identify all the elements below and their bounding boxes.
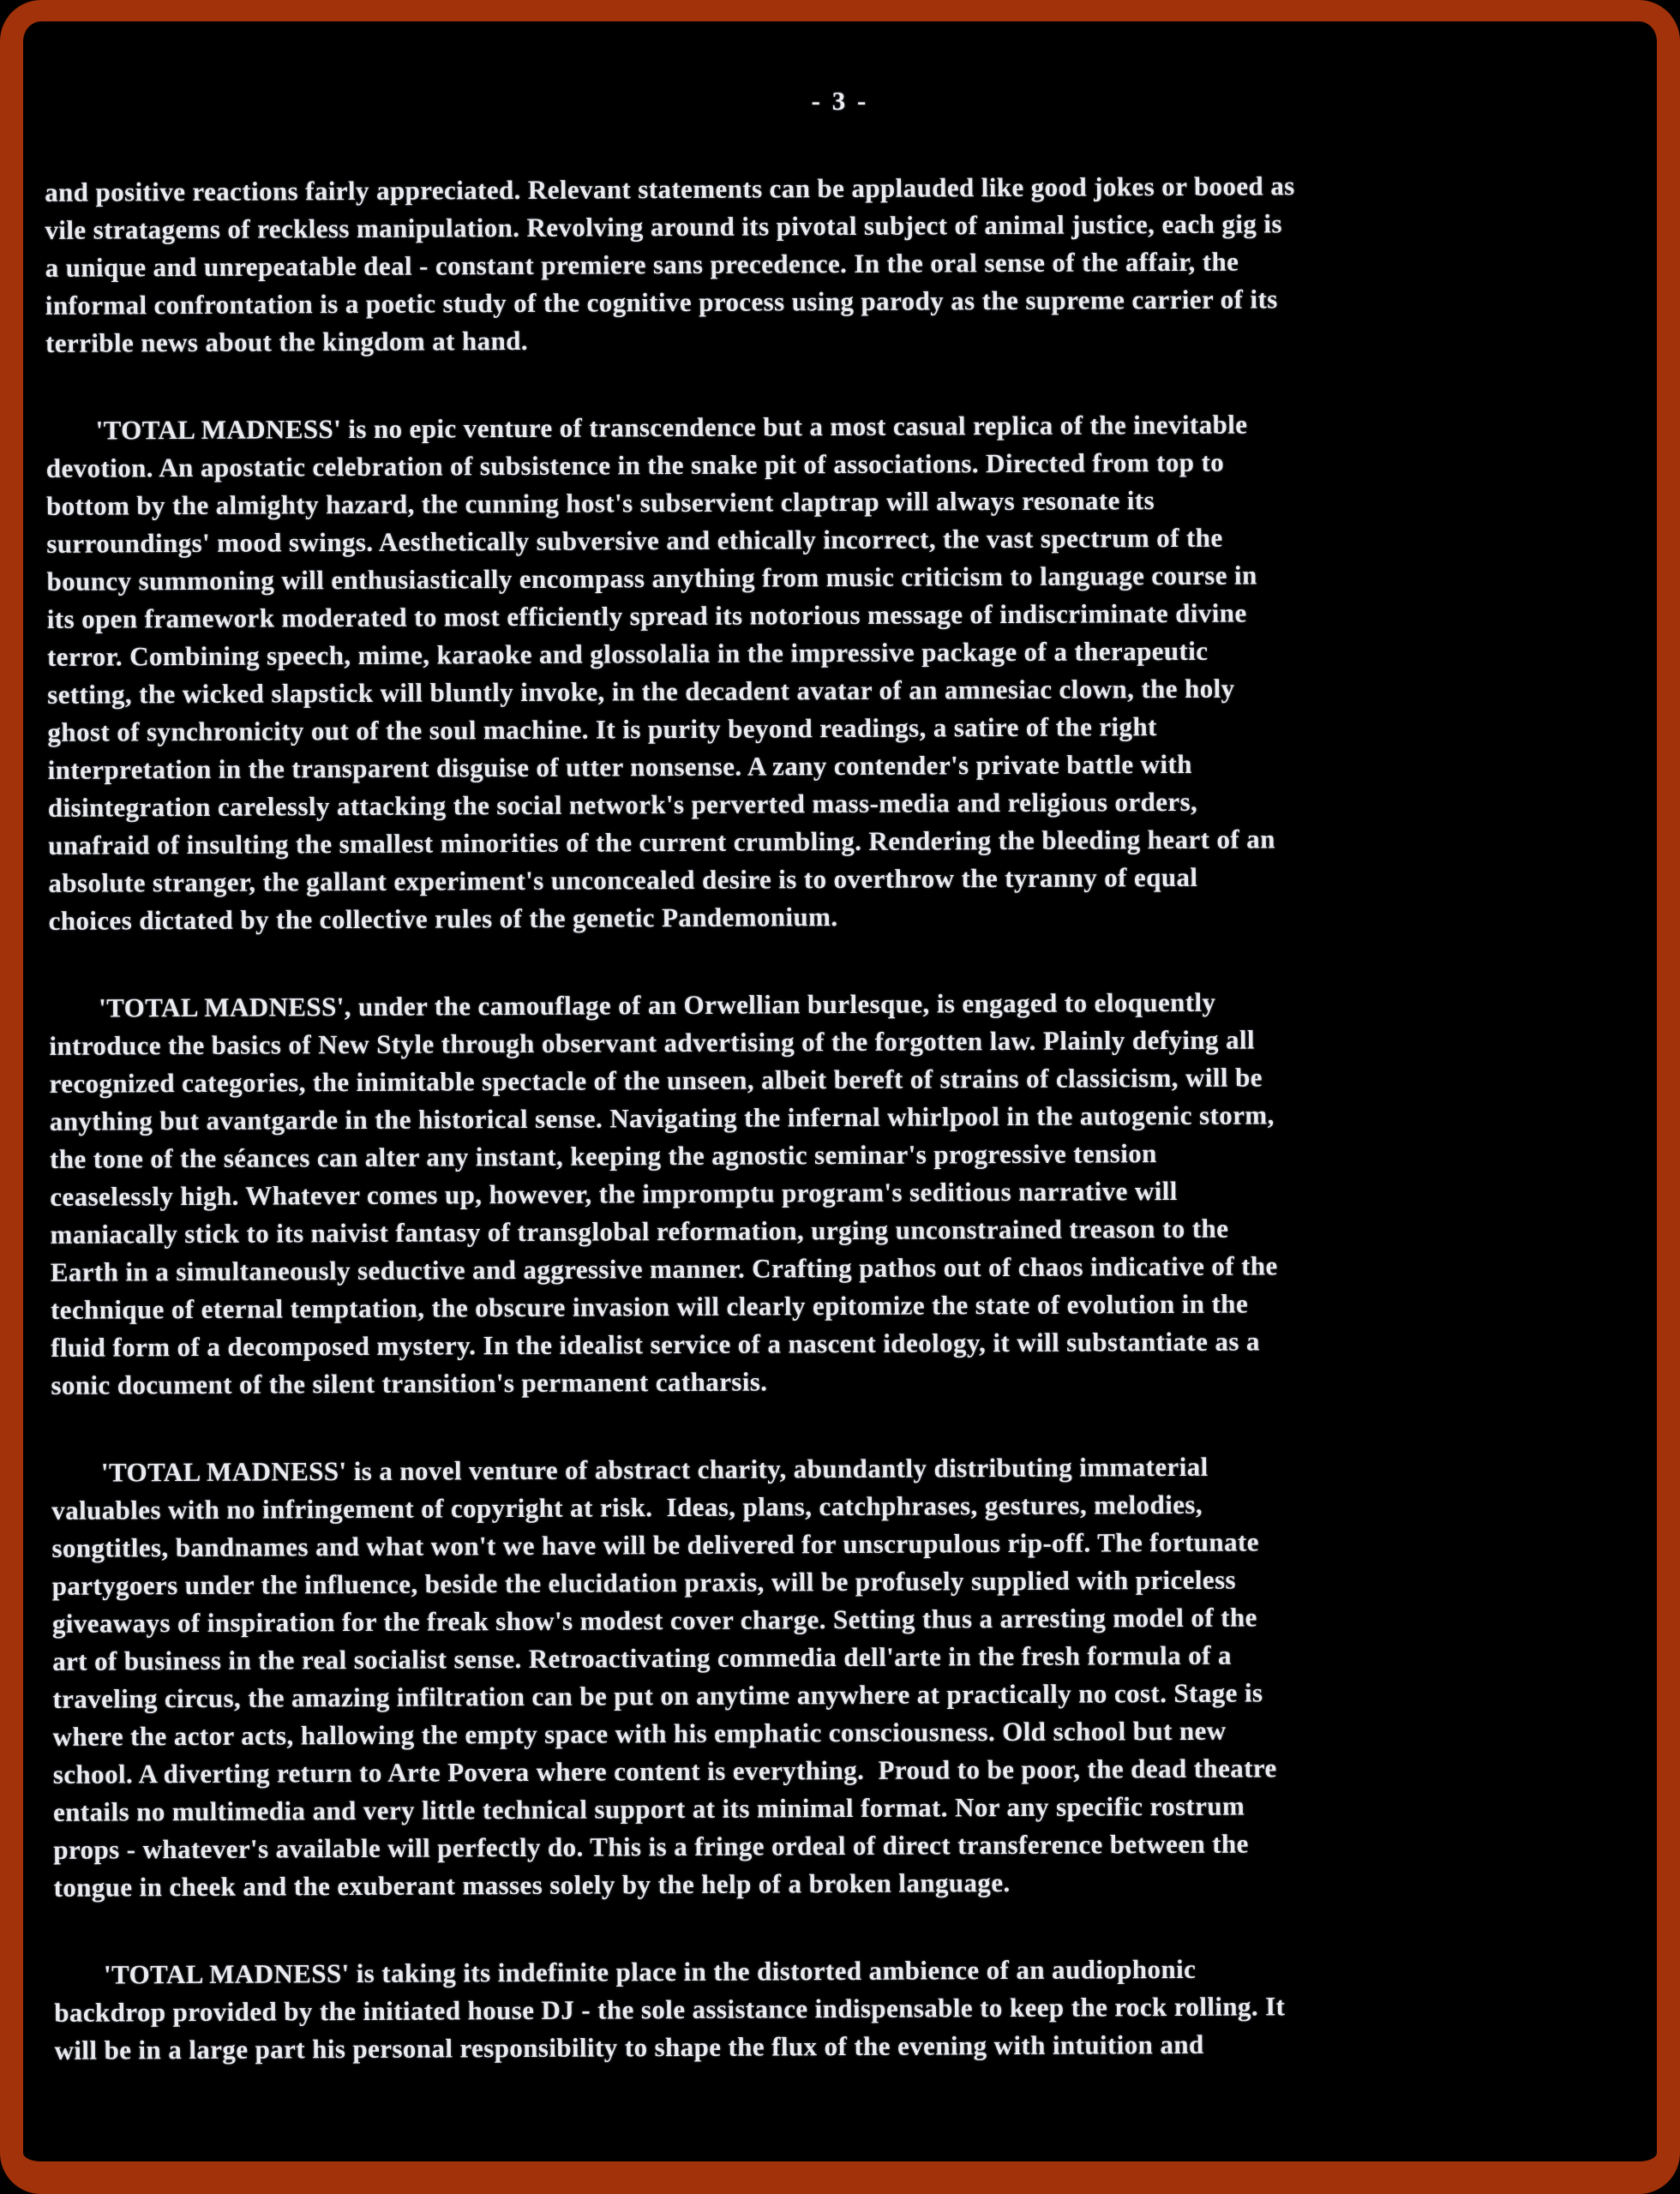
paragraph-total-madness-4: 'TOTAL MADNESS' is taking its indefinite place in the distorted ambience of an audiophonic backdrop provided by the initiated house DJ - the sole assistance indispensable to keep the rock rolling. It will be in a large part his personal responsibility to shape the flux of the evening with intuition and xyxy=(54,1953,1286,2065)
document-body xyxy=(45,165,1639,2119)
paragraph-continuation: and positive reactions fairly appreciated. Relevant statements can be applauded like good jokes or booed as vile stratagems of reckless manipulation. Revolving around its pivotal subject of animal justice, each gig is a unique and unrepeatable deal - constant premiere sans precedence. In the oral sense of the affair, the informal confrontation is a poetic study of the cognitive process using parody as the supreme carrier of its terrible news about the kingdom at hand. xyxy=(45,171,1295,358)
paragraph-total-madness-1: 'TOTAL MADNESS' is no epic venture of transcendence but a most casual replica of the inevitable devotion. An apostatic celebration of subsistence in the snake pit of associations. Directed from top to bottom by the almighty hazard, the cunning host's subservient claptrap will always resonate its surroundings' mood swings. Aesthetically subversive and ethically incorrect, the vast spectrum of the bouncy summoning will enthusiastically encompass anything from music criticism to language course in its open framework moderated to most efficiently spread its notorious message of indiscriminate divine terror. Combining speech, mime, karaoke and glossolalia in the impressive package of a therapeutic setting, the wicked slapstick will bluntly invoke, in the decadent avatar of an amnesiac clown, the holy ghost of synchronicity out of the soul machine. It is purity beyond readings, a satire of the right interpretation in the transparent disguise of utter nonsense. A zany contender's private battle with disintegration carelessly attacking the social network's perverted mass-media and religious orders, unafraid of insulting the smallest minorities of the current crumbling. Rendering the bleeding heart of an absolute stranger, the gallant experiment's unconcealed desire is to overthrow the tyranny of equal choices dictated by the collective rules of the genetic Pandemonium. xyxy=(45,409,1275,936)
page-number: - 3 - xyxy=(811,86,869,116)
paragraph-total-madness-2: 'TOTAL MADNESS', under the camouflage of an Orwellian burlesque, is engaged to eloquently introduce the basics of New Style through observant advertising of the forgotten law. Plainly defying all recognized categories, the inimitable spectacle of the unseen, albeit bereft of strains of classicism, will be anything but avantgarde in the historical sense. Navigating the infernal whirlpool in the autogenic storm, the tone of the séances can alter any instant, keeping the agnostic seminar's progressive tension ceaselessly high. Whatever comes up, however, the impromptu program's seditious narrative will maniacally stick to its naivist fantasy of transglobal reformation, urging unconstrained treason to the Earth in a simultaneously seductive and aggressive manner. Crafting pathos out of chaos indicative of the technique of eternal temptation, the obscure invasion will clearly epitomize the state of evolution in the fluid form of a decomposed mystery. In the idealist service of a nascent ideology, it will substantiate as a sonic document of the silent transition's permanent catharsis. xyxy=(49,986,1278,1400)
paragraph-total-madness-3: 'TOTAL MADNESS' is a novel venture of abstract charity, abundantly distributing immaterial valuables with no infringement of copyright at risk. Ideas, plans, catchphrases, gestures, melodies, songtitles, bandnames and what won't we have will be delivered for unscrupulous rip-off. The fortunate partygoers under the influence, beside the elucidation praxis, will be profusely supplied with priceless giveaways of inspiration for the freak show's modest cover charge. Setting thus a arresting model of the art of business in the real socialist sense. Retroactivating commedia dell'arte in the fresh formula of a traveling circus, the amazing infiltration can be put on anytime anywhere at practically no cost. Stage is where the actor acts, hallowing the empty space with his emphatic consciousness. Old school but new school. A diverting return to Arte Povera where content is everything. Proud to be poor, the dead theatre entails no multimedia and very little technical support at its minimal format. Nor any specific rostrum props - whatever's available will perfectly do. This is a fringe ordeal of direct transference between the tongue in cheek and the exuberant masses solely by the help of a broken language. xyxy=(51,1451,1277,1903)
